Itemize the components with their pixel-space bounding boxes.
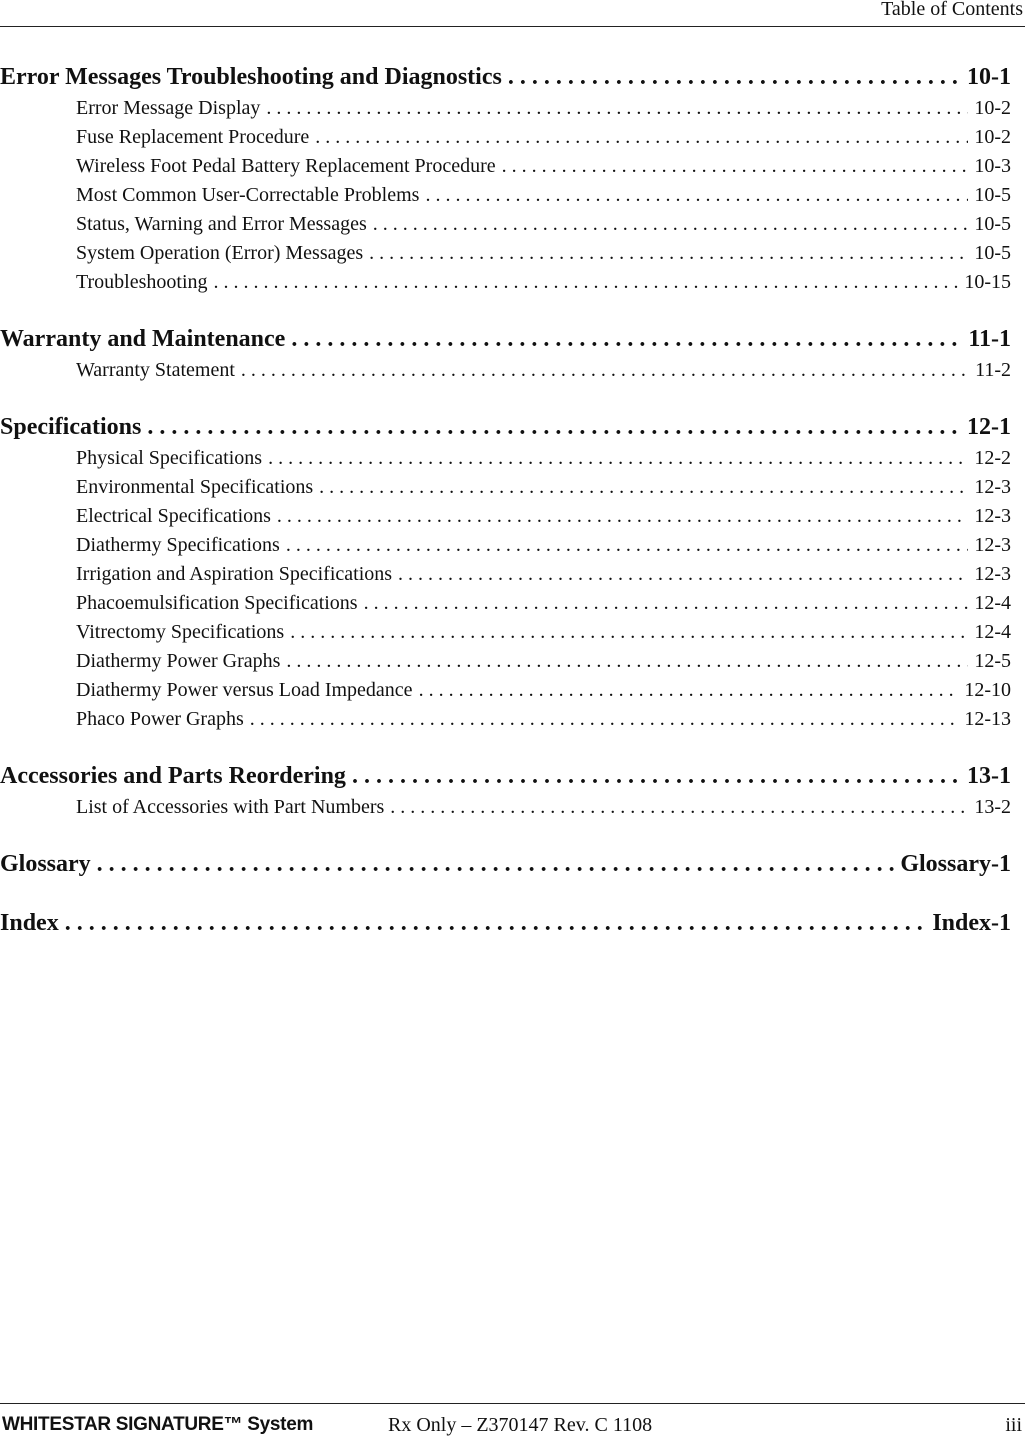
toc-page-number: 10-3 — [974, 155, 1011, 177]
dot-leader — [250, 705, 959, 734]
dot-leader — [352, 759, 961, 793]
toc-chapter-error-messages[interactable] — [0, 60, 1011, 94]
toc-chapter-specifications[interactable] — [0, 410, 1011, 444]
toc-page-number: 10-5 — [974, 213, 1011, 235]
toc-page-number: 12-13 — [964, 708, 1011, 730]
toc-entry[interactable] — [0, 210, 1011, 239]
toc-entry[interactable] — [0, 356, 1011, 385]
page-header — [0, 0, 1025, 27]
toc-page-number: 12-5 — [974, 650, 1011, 672]
toc-chapter-glossary[interactable] — [0, 847, 1011, 881]
toc-entry-title: Physical Specifications — [76, 447, 263, 469]
table-of-contents — [0, 60, 1011, 940]
page-footer — [0, 1403, 1025, 1443]
toc-chapter-title: Accessories and Parts Reordering — [0, 763, 346, 789]
toc-entry-title: List of Accessories with Part Numbers — [76, 796, 385, 818]
footer-document-id: Rx Only – Z370147 Rev. C 1108 — [388, 1414, 653, 1436]
dot-leader — [398, 560, 968, 589]
dot-leader — [65, 906, 927, 940]
dot-leader — [291, 322, 962, 356]
toc-entry-title: Diathermy Specifications — [76, 534, 280, 556]
toc-chapter-title: Specifications — [0, 414, 142, 440]
dot-leader — [241, 356, 969, 385]
toc-chapter-title: Index — [0, 910, 59, 936]
toc-entry[interactable] — [0, 502, 1011, 531]
dot-leader — [373, 210, 969, 239]
toc-entry[interactable] — [0, 473, 1011, 502]
dot-leader — [419, 676, 959, 705]
dot-leader — [319, 473, 968, 502]
toc-page-number: 12-2 — [974, 447, 1011, 469]
dot-leader — [268, 444, 968, 473]
dot-leader — [147, 410, 961, 444]
toc-entry-title: Vitrectomy Specifications — [76, 621, 285, 643]
toc-page-number: 10-1 — [967, 64, 1011, 90]
dot-leader — [502, 152, 969, 181]
header-title: Table of Contents — [881, 0, 1023, 20]
toc-entry-title: Most Common User-Correctable Problems — [76, 184, 420, 206]
toc-page-number: Index-1 — [932, 910, 1011, 936]
toc-entry[interactable] — [0, 676, 1011, 705]
toc-page-number: 11-1 — [968, 326, 1011, 352]
toc-page-number: 12-4 — [974, 621, 1011, 643]
toc-entry[interactable] — [0, 444, 1011, 473]
toc-page-number: 10-5 — [974, 242, 1011, 264]
spacer — [0, 881, 1011, 906]
toc-page-number: 12-10 — [964, 679, 1011, 701]
toc-entry[interactable] — [0, 793, 1011, 822]
dot-leader — [364, 589, 969, 618]
dot-leader — [369, 239, 968, 268]
dot-leader — [390, 793, 968, 822]
dot-leader — [214, 268, 959, 297]
dot-leader — [286, 531, 969, 560]
toc-entry[interactable] — [0, 268, 1011, 297]
toc-entry[interactable] — [0, 560, 1011, 589]
toc-page-number: 10-5 — [974, 184, 1011, 206]
toc-entry[interactable] — [0, 181, 1011, 210]
dot-leader — [286, 647, 968, 676]
toc-chapter-title: Warranty and Maintenance — [0, 326, 286, 352]
toc-entry[interactable] — [0, 531, 1011, 560]
toc-page-number: Glossary-1 — [900, 851, 1011, 877]
toc-entry[interactable] — [0, 152, 1011, 181]
toc-page-number: 10-2 — [974, 97, 1011, 119]
toc-page-number: 13-1 — [967, 763, 1011, 789]
spacer — [0, 822, 1011, 847]
toc-chapter-accessories[interactable] — [0, 759, 1011, 793]
toc-page-number: 12-3 — [974, 476, 1011, 498]
footer-page-number: iii — [1005, 1414, 1022, 1436]
toc-entry-title: Wireless Foot Pedal Battery Replacement Procedure — [76, 155, 496, 177]
footer-product-name: WHITESTAR SIGNATURE™ System — [2, 1414, 314, 1435]
toc-entry-title: Diathermy Power Graphs — [76, 650, 281, 672]
toc-chapter-title: Error Messages Troubleshooting and Diagnostics — [0, 64, 502, 90]
toc-entry[interactable] — [0, 589, 1011, 618]
toc-entry-title: Diathermy Power versus Load Impedance — [76, 679, 413, 701]
toc-entry[interactable] — [0, 94, 1011, 123]
toc-entry-title: Irrigation and Aspiration Specifications — [76, 563, 393, 585]
toc-page-number: 12-1 — [967, 414, 1011, 440]
toc-entry-title: Phaco Power Graphs — [76, 708, 244, 730]
toc-entry-title: Status, Warning and Error Messages — [76, 213, 367, 235]
spacer — [0, 297, 1011, 322]
toc-entry[interactable] — [0, 123, 1011, 152]
toc-entry-title: Error Message Display — [76, 97, 261, 119]
spacer — [0, 385, 1011, 410]
toc-page-number: 10-15 — [964, 271, 1011, 293]
toc-entry[interactable] — [0, 647, 1011, 676]
toc-entry-title: Warranty Statement — [76, 359, 235, 381]
toc-entry[interactable] — [0, 239, 1011, 268]
dot-leader — [277, 502, 968, 531]
dot-leader — [266, 94, 968, 123]
toc-entry[interactable] — [0, 705, 1011, 734]
toc-entry-title: Electrical Specifications — [76, 505, 271, 527]
dot-leader — [508, 60, 961, 94]
toc-chapter-warranty[interactable] — [0, 322, 1011, 356]
toc-entry-title: Troubleshooting — [76, 271, 208, 293]
toc-page-number: 11-2 — [975, 359, 1011, 381]
toc-page-number: 12-4 — [974, 592, 1011, 614]
dot-leader — [290, 618, 968, 647]
toc-chapter-title: Glossary — [0, 851, 91, 877]
toc-chapter-index[interactable] — [0, 906, 1011, 940]
toc-entry-title: Environmental Specifications — [76, 476, 314, 498]
dot-leader — [97, 847, 895, 881]
toc-page-number: 12-3 — [974, 505, 1011, 527]
toc-page-number: 13-2 — [974, 796, 1011, 818]
toc-entry[interactable] — [0, 618, 1011, 647]
toc-page-number: 12-3 — [974, 534, 1011, 556]
dot-leader — [425, 181, 968, 210]
spacer — [0, 734, 1011, 759]
toc-entry-title: Phacoemulsification Specifications — [76, 592, 358, 614]
toc-entry-title: Fuse Replacement Procedure — [76, 126, 310, 148]
toc-entry-title: System Operation (Error) Messages — [76, 242, 364, 264]
toc-page-number: 10-2 — [974, 126, 1011, 148]
toc-page-number: 12-3 — [974, 563, 1011, 585]
dot-leader — [315, 123, 968, 152]
